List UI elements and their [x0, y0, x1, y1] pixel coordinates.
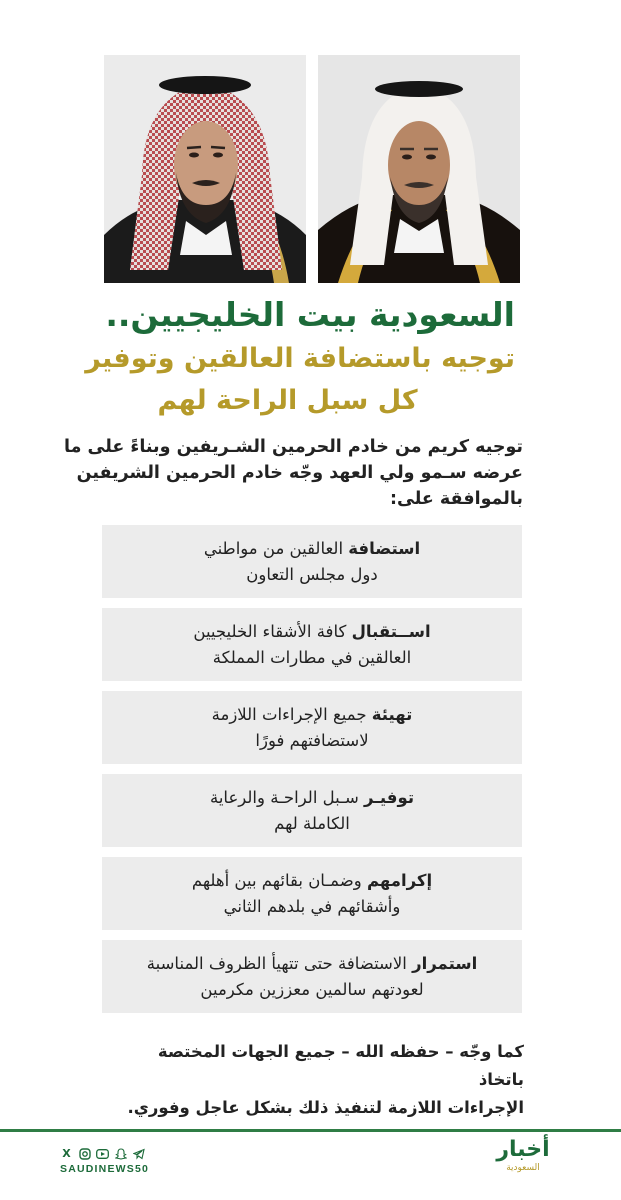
directive-text: سـبل الراحـة والرعاية [209, 787, 365, 807]
directive-text: لعودتهم سالمين معززين مكرمين [200, 979, 424, 999]
directive-box-comfort [102, 774, 522, 847]
directive-keyword: استضافة [348, 538, 421, 558]
instagram-icon[interactable] [78, 1147, 91, 1160]
directive-keyword: توفيـر [364, 787, 415, 807]
headline-subtitle-line2: كل سبل الراحة لهم [157, 385, 418, 416]
headline [60, 292, 515, 422]
brand-logo-sub: السعودية [506, 1163, 540, 1173]
directive-text: العالقين من مواطني [203, 538, 349, 558]
directive-text: العالقين في مطارات المملكة [212, 647, 412, 667]
directive-box-continuation [102, 940, 522, 1013]
directives-list [102, 525, 522, 1023]
directive-text: دول مجلس التعاون [246, 564, 378, 584]
intro-line: عرضه سـمو ولي العهد وجّه خادم الحرمين الشريفين [76, 463, 523, 483]
social-links [60, 1147, 170, 1175]
youtube-icon[interactable] [96, 1147, 109, 1160]
snapchat-icon[interactable] [114, 1147, 127, 1160]
directive-box-hosting [102, 525, 522, 598]
headline-subtitle-line1: توجيه باستضافة العالقين وتوفير [85, 343, 515, 374]
intro-paragraph [58, 434, 523, 512]
social-handle: SAUDINEWS50 [60, 1163, 150, 1175]
directive-keyword: اســتقبال [351, 621, 431, 641]
directive-box-reception [102, 608, 522, 681]
portrait-crown-prince-image [104, 55, 306, 283]
directive-text: كافة الأشقاء الخليجيين [193, 621, 352, 641]
portrait-king-image [318, 55, 520, 283]
directive-text: وضمـان بقائهم بين أهلهم [191, 870, 367, 890]
footer-divider [0, 1129, 621, 1132]
directive-text: الكاملة لهم [274, 813, 350, 833]
directive-keyword: تهيئة [371, 704, 413, 724]
directive-box-procedures [102, 691, 522, 764]
portraits [104, 55, 520, 283]
brand-logo [488, 1138, 558, 1186]
directive-text: جميع الإجراءات اللازمة [211, 704, 372, 724]
directive-keyword: إكرامهم [366, 870, 433, 890]
intro-line: بالموافقة على: [390, 489, 523, 509]
brand-logo-main: أخبار [496, 1137, 550, 1162]
directive-text: لاستضافتهم فورًا [255, 730, 369, 750]
closing-paragraph [110, 1038, 524, 1122]
portrait-crown-prince [104, 55, 306, 283]
x-twitter-icon[interactable]: X [62, 1147, 71, 1160]
closing-line: الإجراءات اللازمة لتنفيذ ذلك بشكل عاجل وفوري. [127, 1098, 524, 1117]
directive-text: الاستضافة حتى تتهيأ الظروف المناسبة [146, 953, 413, 973]
telegram-icon[interactable] [132, 1147, 145, 1160]
portrait-king [318, 55, 520, 283]
directive-text: وأشقائهم في بلدهم الثاني [223, 896, 401, 916]
directive-box-honoring [102, 857, 522, 930]
intro-line: توجيه كريم من خادم الحرمين الشـريفين وبناءً على ما [64, 437, 523, 457]
closing-line: كما وجّه – حفظه الله – جميع الجهات المختصة باتخاذ [157, 1042, 524, 1089]
headline-title: السعودية بيت الخليجيين.. [105, 295, 515, 334]
directive-keyword: استمرار [412, 953, 478, 973]
